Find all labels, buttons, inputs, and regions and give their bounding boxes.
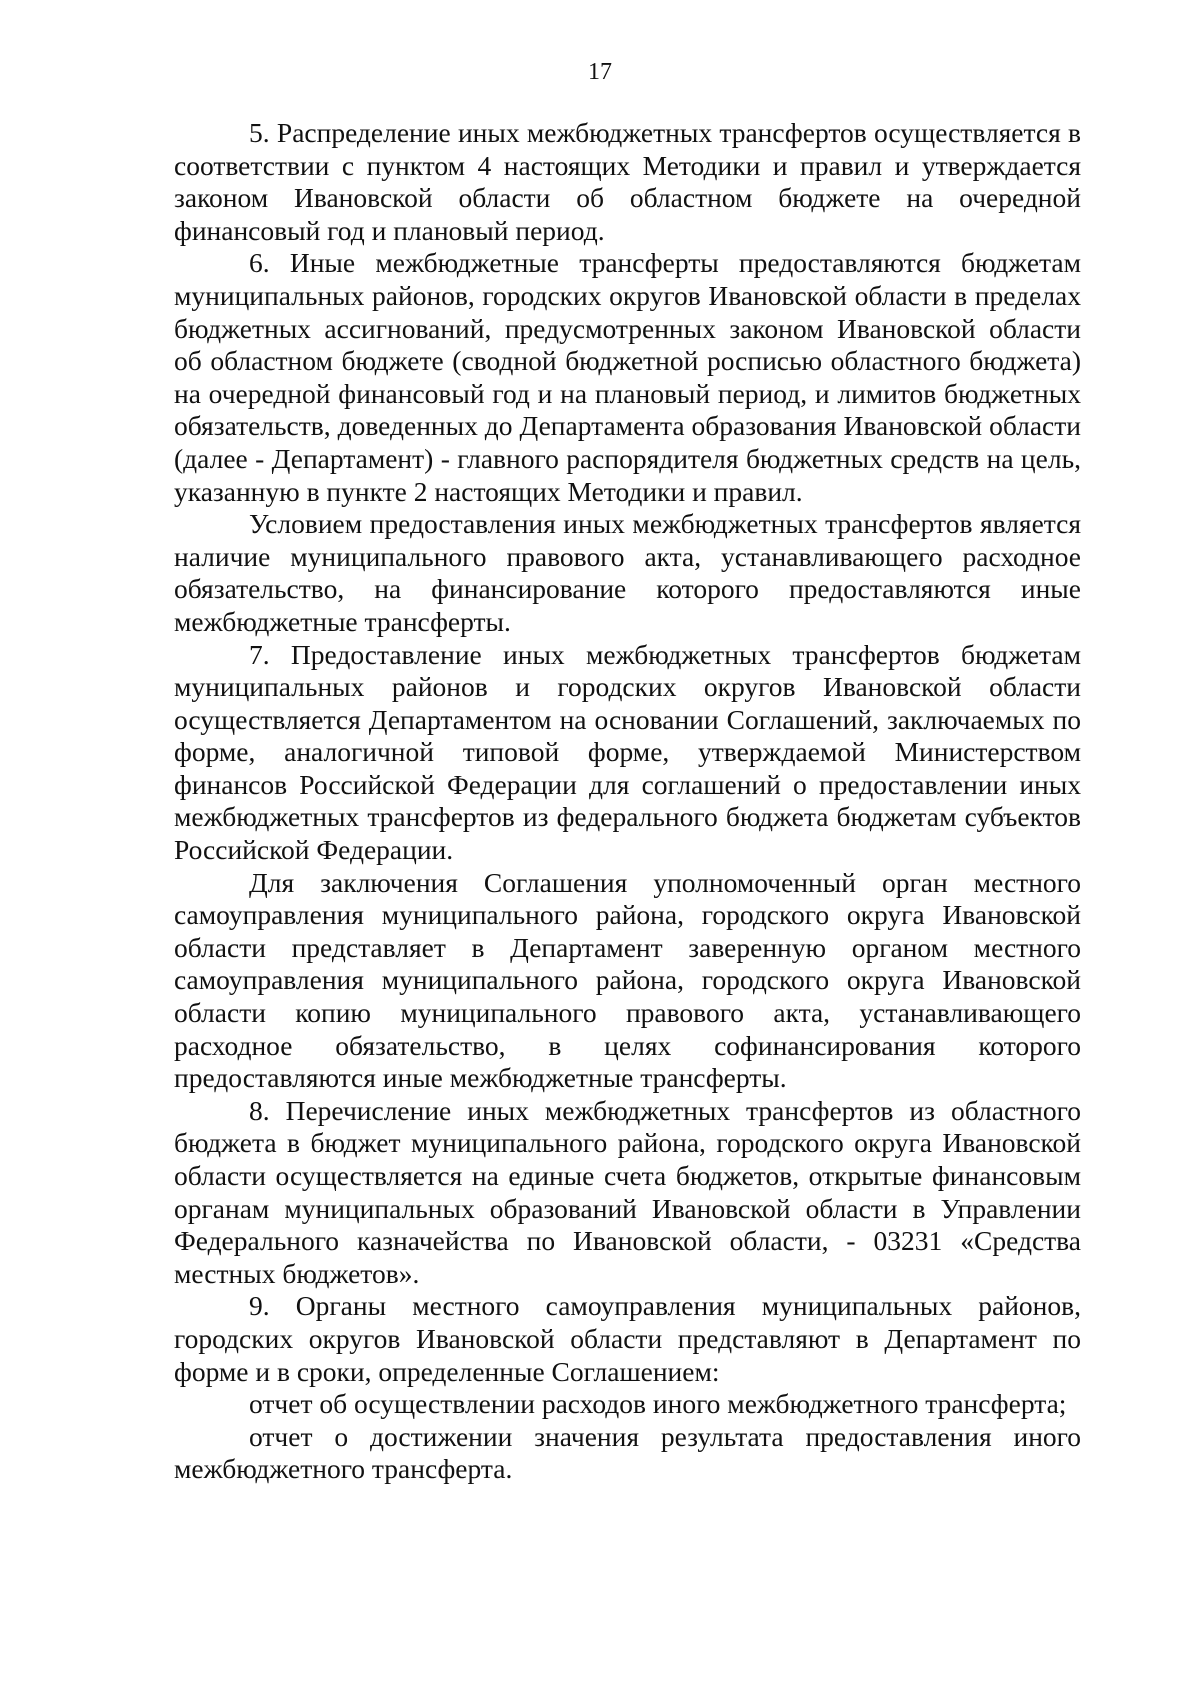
- paragraph-5-distribution: 5. Распределение иных межбюджетных трансфертов осуществляется в соответствии с пунктом 4 настоящих Методики и правил и утверждается законом Ивановской области об областном бюджете на очередной финансовый год и плановый период.: [174, 117, 1081, 246]
- document-body: [174, 117, 1081, 1486]
- page-number: 17: [588, 59, 612, 85]
- paragraph-condition: Условием предоставления иных межбюджетных трансфертов является наличие муниципального правового акта, устанавливающего расходное обязательство, на финансирование которого предоставляются иные межбюджетные трансферты.: [174, 508, 1081, 637]
- paragraph-6-provision: 6. Иные межбюджетные трансферты предоставляются бюджетам муниципальных районов, городских округов Ивановской области в пределах бюджетных ассигнований, предусмотренных законом Ивановской области об областном бюджете (сводной бюджетной росписью областного бюджета) на очередной финансовый год и на плановый период, и лимитов бюджетных обязательств, доведенных до Департамента образования Ивановской области (далее - Департамент) - главного распорядителя бюджетных средств на цель, указанную в пункте 2 настоящих Методики и правил.: [174, 247, 1081, 507]
- paragraph-9-reporting: 9. Органы местного самоуправления муниципальных районов, городских округов Ивановской области представляют в Департамент по форме и в сроки, определенные Соглашением:: [174, 1290, 1081, 1387]
- list-item-expense-report: отчет об осуществлении расходов иного межбюджетного трансферта;: [249, 1388, 1067, 1420]
- paragraph-agreement-conclusion: Для заключения Соглашения уполномоченный орган местного самоуправления муниципального района, городского округа Ивановской области представляет в Департамент заверенную органом местного самоуправления муниципального района, городского округа Ивановской области копию муниципального правового акта, устанавливающего расходное обязательство, в целях софинансирования которого предоставляются иные межбюджетные трансферты.: [174, 866, 1081, 1094]
- list-item-result-report: отчет о достижении значения результата предоставления иного межбюджетного трансферта.: [174, 1420, 1081, 1485]
- paragraph-7-agreements: 7. Предоставление иных межбюджетных трансфертов бюджетам муниципальных районов и городских округов Ивановской области осуществляется Департаментом на основании Соглашений, заключаемых по форме, аналогичной типовой форме, утверждаемой Министерством финансов Российской Федерации для соглашений о предоставлении иных межбюджетных трансфертов из федерального бюджета бюджетам субъектов Российской Федерации.: [174, 638, 1081, 866]
- paragraph-8-transfer: 8. Перечисление иных межбюджетных трансфертов из областного бюджета в бюджет муниципального района, городского округа Ивановской области осуществляется на единые счета бюджетов, открытые финансовым органам муниципальных образований Ивановской области в Управлении Федерального казначейства по Ивановской области, - 03231 «Средства местных бюджетов».: [174, 1094, 1081, 1289]
